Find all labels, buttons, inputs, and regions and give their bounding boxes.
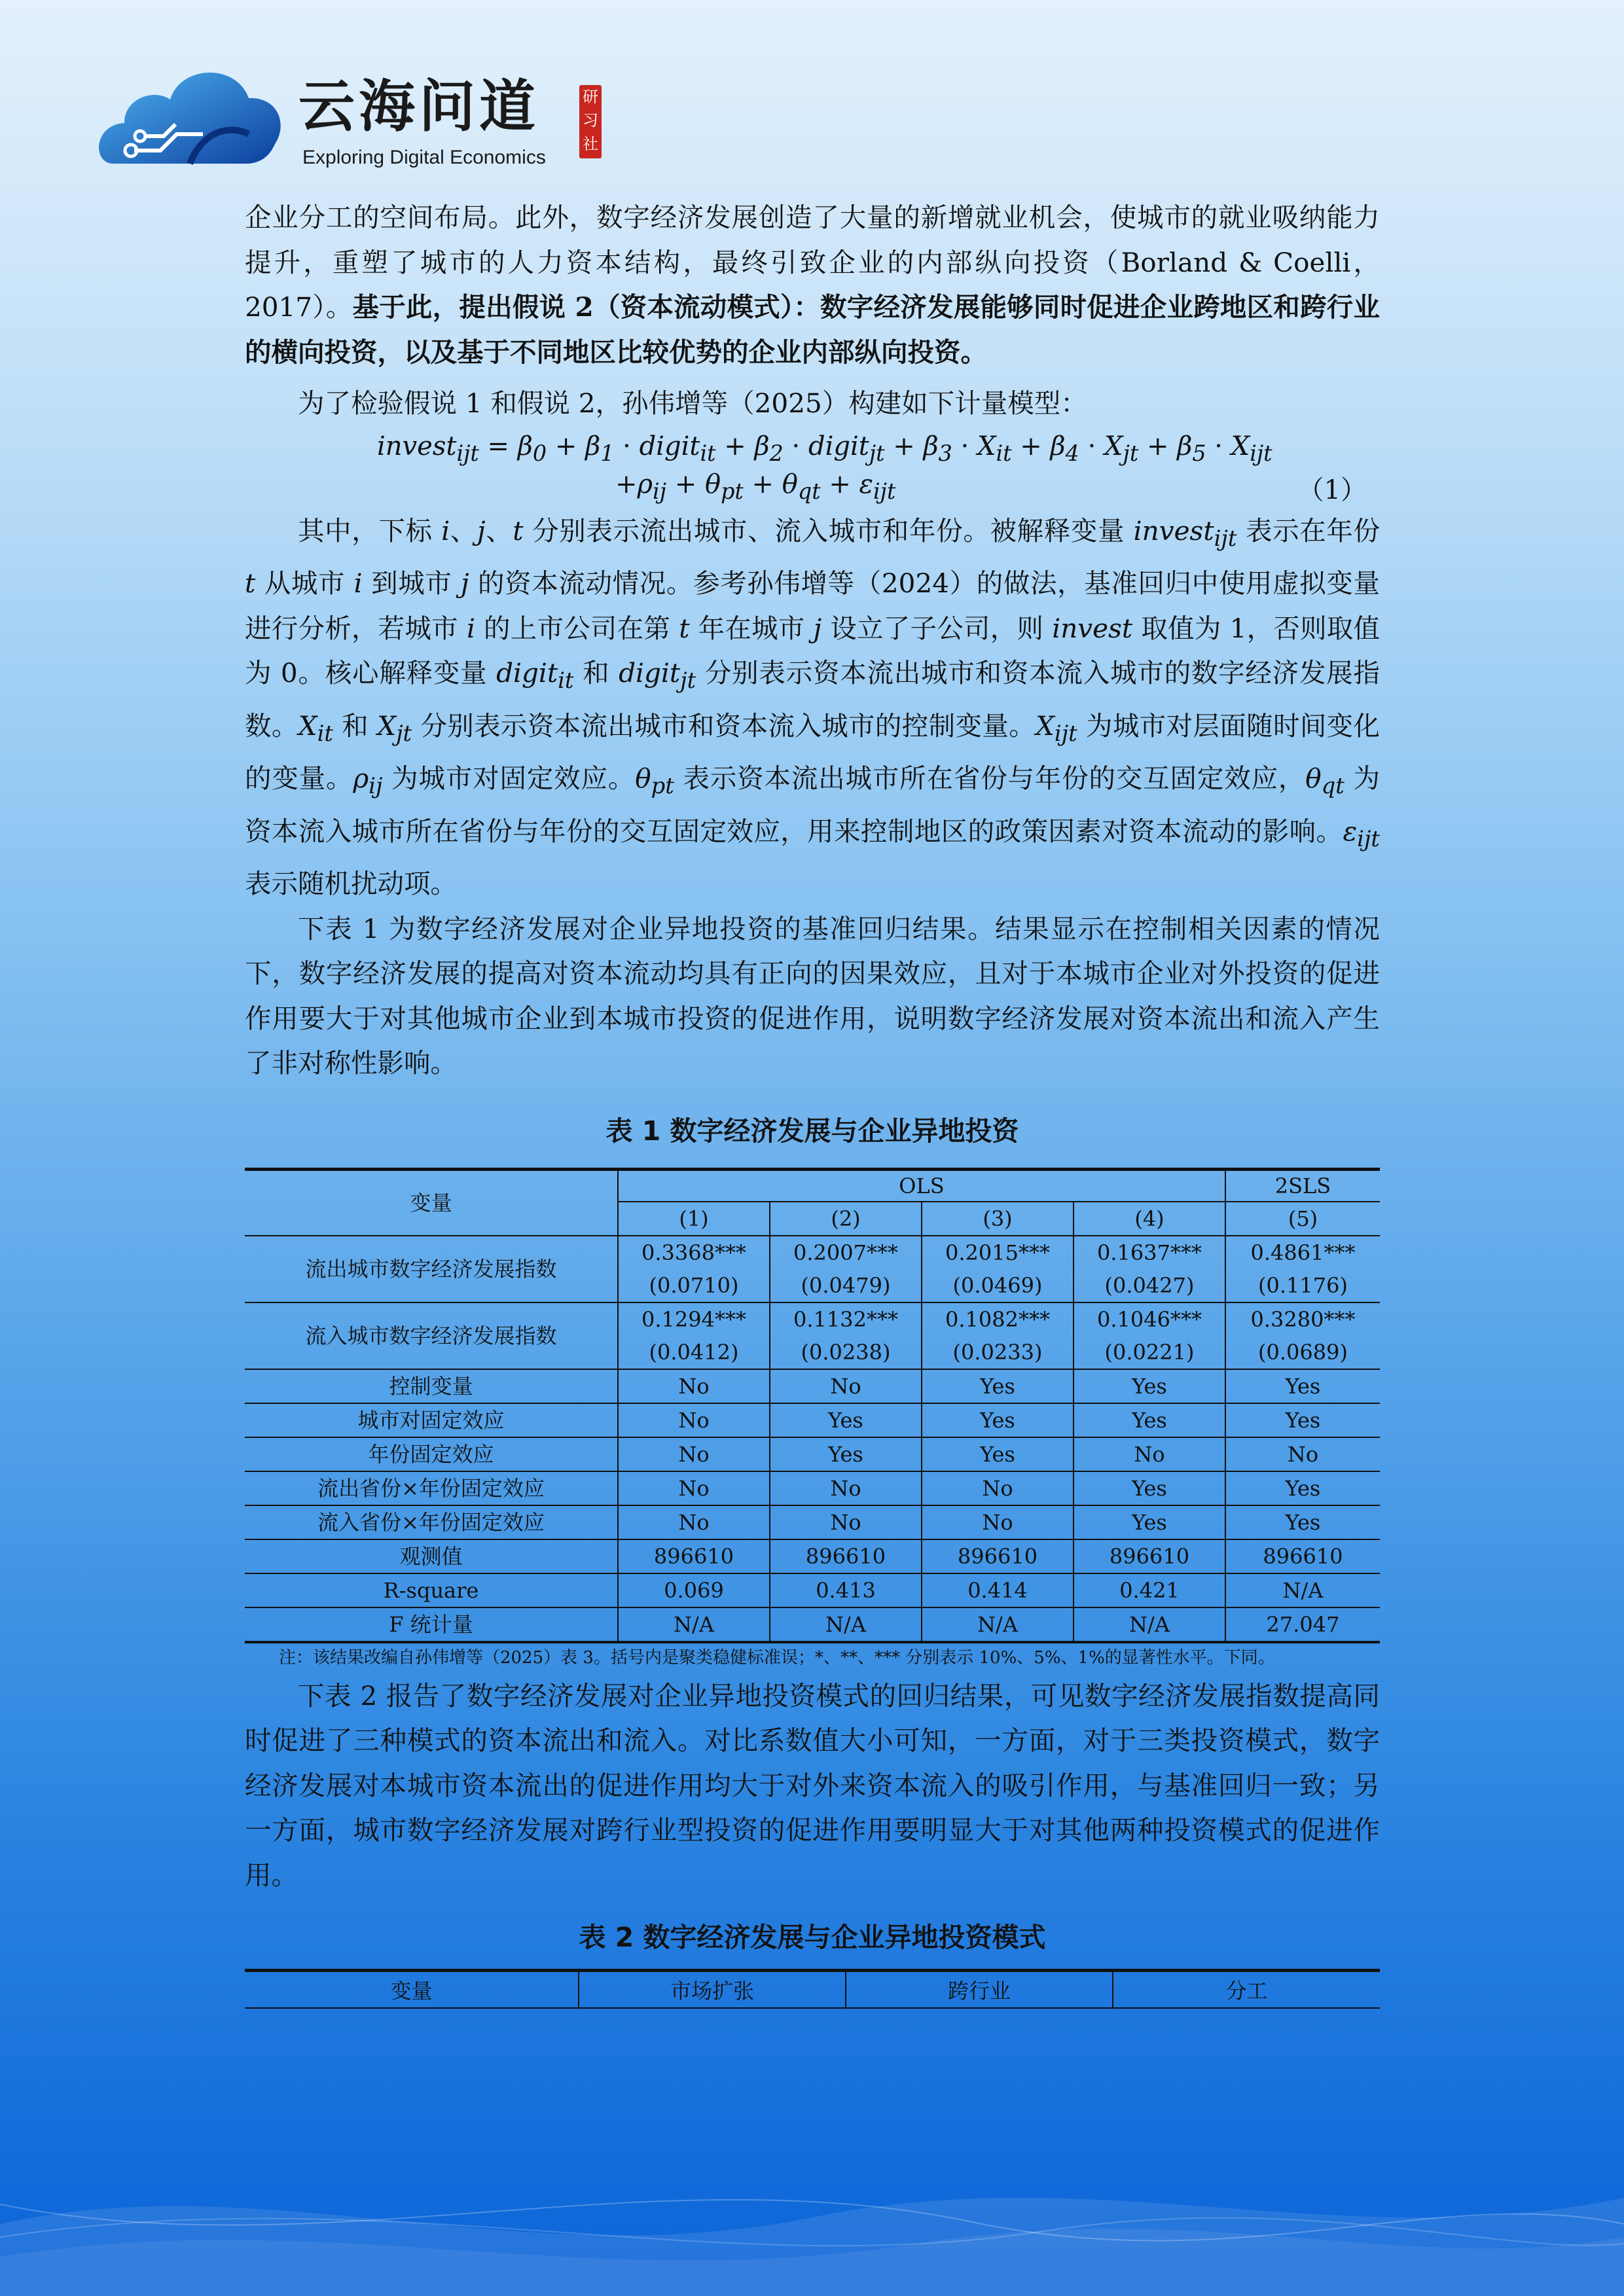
table1-col-header: (4) <box>1074 1202 1225 1236</box>
table-cell: N/A <box>618 1607 770 1642</box>
row-label: 观测值 <box>245 1539 618 1573</box>
table-cell: Yes <box>922 1403 1074 1437</box>
table1-group-ols: OLS <box>618 1169 1225 1202</box>
table1-group-2sls: 2SLS <box>1225 1169 1380 1202</box>
table-cell: Yes <box>1225 1369 1380 1403</box>
table-row <box>245 1236 1380 1302</box>
paragraph-variable-definitions: 其中，下标 i、j、t 分别表示流出城市、流入城市和年份。被解释变量 invest$_{ijt}$ 表示在年份 t 从城市 i 到城市 j 的资本流动情况。参考孙伟增等（2024）的做法，基准回归中使用虚拟变量进行分析，若城市 i 的上市公司在第 t 年在城市 j 设立了子公司，则 invest 取值为 1，否则取值为 0。核心解释变量 digit$_{it}$ 和 digit$_{jt}$ 分别表示资本流出城市和资本流入城市的数字经济发展指数。$X_{it}$ 和 $X_{jt}$ 分别表示资本流出城市和资本流入城市的控制变量。$X_{ijt}$ 为城市对层面随时间变化的变量。$\rho_{ij}$ 为城市对固定效应。$\theta_{pt}$ 表示资本流出城市所在省份与年份的交互固定效应，$\theta_{qt}$ 为资本流入城市所在省份与年份的交互固定效应，用来控制地区的政策因素对资本流动的影响。$\varepsilon_{ijt}$ 表示随机扰动项。 <box>245 514 1380 900</box>
cloud-circuit-icon <box>98 52 288 177</box>
row-label: F 统计量 <box>245 1607 618 1642</box>
table-cell: 896610 <box>618 1539 770 1573</box>
decorative-wave <box>0 2126 1624 2296</box>
coef-cell: 0.1132*** (0.0238) <box>770 1302 922 1369</box>
table-cell: 27.047 <box>1225 1607 1380 1642</box>
table1-var-header: 变量 <box>245 1169 618 1236</box>
table-cell: N/A <box>922 1607 1074 1642</box>
table-cell: No <box>770 1471 922 1505</box>
equation-number: （1） <box>1297 475 1367 505</box>
table-row <box>245 1607 1380 1642</box>
table-cell: No <box>618 1437 770 1471</box>
table-row <box>245 1573 1380 1607</box>
table-cell: Yes <box>1074 1403 1225 1437</box>
logo-subtitle: Exploring Digital Economics <box>302 147 546 168</box>
table-cell: 0.413 <box>770 1573 922 1607</box>
table1-col-header: (2) <box>770 1202 922 1236</box>
logo-title: 云海问道 <box>298 74 539 139</box>
table-row <box>245 1302 1380 1369</box>
brand-logo <box>98 52 609 177</box>
table-cell: N/A <box>1074 1607 1225 1642</box>
row-label: 城市对固定效应 <box>245 1403 618 1437</box>
row-label: 流入城市数字经济发展指数 <box>245 1302 618 1369</box>
table1-note: 注：该结果改编自孙伟增等（2025）表 3。括号内是聚类稳健标准误；*、**、*** 分别表示 10%、5%、1%的显著性水平。下同。 <box>279 1647 1275 1668</box>
table2-col-header: 分工 <box>1113 1971 1380 2009</box>
table-row <box>245 1437 1380 1471</box>
coef-cell: 0.1637*** (0.0427) <box>1074 1236 1225 1302</box>
table-cell: N/A <box>1225 1573 1380 1607</box>
logo-seal: 研 习 社 <box>579 85 602 158</box>
table-cell: No <box>618 1505 770 1539</box>
coef-cell: 0.3280*** (0.0689) <box>1225 1302 1380 1369</box>
table1-col-header: (5) <box>1225 1202 1380 1236</box>
table-row <box>245 1539 1380 1573</box>
table2-header <box>245 1969 1380 2009</box>
table-cell: 896610 <box>770 1539 922 1573</box>
table-cell: No <box>1074 1437 1225 1471</box>
table-cell: Yes <box>1074 1369 1225 1403</box>
table-cell: Yes <box>1225 1505 1380 1539</box>
table-cell: 0.421 <box>1074 1573 1225 1607</box>
paragraph-hypothesis: 企业分工的空间布局。此外，数字经济发展创造了大量的新增就业机会，使城市的就业吸纳能力提升，重塑了城市的人力资本结构，最终引致企业的内部纵向投资（Borland & Coelli，2017）。基于此，提出假说 2（资本流动模式）：数字经济发展能够同时促进企业跨地区和跨行业的横向投资，以及基于不同地区比较优势的企业内部纵向投资。 <box>245 202 1380 368</box>
table2-col-header: 市场扩张 <box>579 1971 846 2009</box>
row-label: 流入省份×年份固定效应 <box>245 1505 618 1539</box>
table-cell: No <box>618 1403 770 1437</box>
table-cell: 896610 <box>1225 1539 1380 1573</box>
table1-col-header: (1) <box>618 1202 770 1236</box>
table-row <box>245 1369 1380 1403</box>
table-cell: 896610 <box>922 1539 1074 1573</box>
table-row <box>245 1403 1380 1437</box>
table-cell: No <box>618 1369 770 1403</box>
table1-col-header: (3) <box>922 1202 1074 1236</box>
table-cell: No <box>770 1505 922 1539</box>
table1-regression <box>245 1168 1380 1643</box>
table-cell: 0.414 <box>922 1573 1074 1607</box>
row-label: 流出省份×年份固定效应 <box>245 1471 618 1505</box>
table-cell: No <box>922 1471 1074 1505</box>
table-cell: Yes <box>1225 1403 1380 1437</box>
table-cell: No <box>618 1471 770 1505</box>
row-label: R-square <box>245 1573 618 1607</box>
page-content <box>245 195 1380 2009</box>
table-cell: Yes <box>770 1437 922 1471</box>
row-label: 年份固定效应 <box>245 1437 618 1471</box>
table-cell: 896610 <box>1074 1539 1225 1573</box>
table2-col-header: 变量 <box>245 1971 579 2009</box>
coef-cell: 0.2007*** (0.0479) <box>770 1236 922 1302</box>
paragraph-model-intro: 为了检验假说 1 和假说 2，孙伟增等（2025）构建如下计量模型： <box>298 387 1087 419</box>
coef-cell: 0.2015*** (0.0469) <box>922 1236 1074 1302</box>
table-cell: No <box>922 1505 1074 1539</box>
table-cell: 0.069 <box>618 1573 770 1607</box>
table2-col-header: 跨行业 <box>846 1971 1113 2009</box>
table-cell: No <box>1225 1437 1380 1471</box>
paragraph-table1-intro: 下表 1 为数字经济发展对企业异地投资的基准回归结果。结果显示在控制相关因素的情况下，数字经济发展的提高对资本流动均具有正向的因果效应，且对于本城市企业对外投资的促进作用要大于对其他城市企业到本城市投资的促进作用，说明数字经济发展对资本流出和流入产生了非对称性影响。 <box>245 912 1380 1079</box>
table-cell: Yes <box>770 1403 922 1437</box>
row-label: 流出城市数字经济发展指数 <box>245 1236 618 1302</box>
table-cell: Yes <box>922 1369 1074 1403</box>
table-cell: N/A <box>770 1607 922 1642</box>
coef-cell: 0.1082*** (0.0233) <box>922 1302 1074 1369</box>
row-label: 控制变量 <box>245 1369 618 1403</box>
table-cell: Yes <box>1074 1471 1225 1505</box>
table-cell: No <box>770 1369 922 1403</box>
regression-equation: invest$_{ijt}$ = $\beta_0 + \beta_1$ · digit$_{it}$ + $\beta_2$ · digit$_{jt}$ + $\beta_3 \cdot X_{it} + \beta_4 \cdot X_{jt} + \beta_5 \cdot X_{ijt}$ $+\rho_{ij} + \theta_{pt} + \theta_{qt} + \varepsilon_{ijt}$ （1） <box>377 431 1367 505</box>
coef-cell: 0.3368*** (0.0710) <box>618 1236 770 1302</box>
hypothesis-2: 基于此，提出假说 2（资本流动模式）：数字经济发展能够同时促进企业跨地区和跨行业的横向投资，以及基于不同地区比较优势的企业内部纵向投资。 <box>245 291 1380 368</box>
table2-title: 表 2 数字经济发展与企业异地投资模式 <box>579 1922 1046 1954</box>
paragraph-table2-intro: 下表 2 报告了数字经济发展对企业异地投资模式的回归结果，可见数字经济发展指数提高同时促进了三种模式的资本流出和流入。对比系数值大小可知，一方面，对于三类投资模式，数字经济发展对本城市资本流出的促进作用均大于对外来资本流入的吸引作用，与基准回归一致；另一方面，城市数字经济发展对跨行业型投资的促进作用要明显大于对其他两种投资模式的促进作用。 <box>245 1679 1380 1891</box>
coef-cell: 0.1294*** (0.0412) <box>618 1302 770 1369</box>
table-cell: Yes <box>922 1437 1074 1471</box>
table-cell: Yes <box>1074 1505 1225 1539</box>
table-row <box>245 1505 1380 1539</box>
table-row <box>245 1471 1380 1505</box>
coef-cell: 0.1046*** (0.0221) <box>1074 1302 1225 1369</box>
table-cell: Yes <box>1225 1471 1380 1505</box>
coef-cell: 0.4861*** (0.1176) <box>1225 1236 1380 1302</box>
table1-title: 表 1 数字经济发展与企业异地投资 <box>605 1115 1019 1147</box>
